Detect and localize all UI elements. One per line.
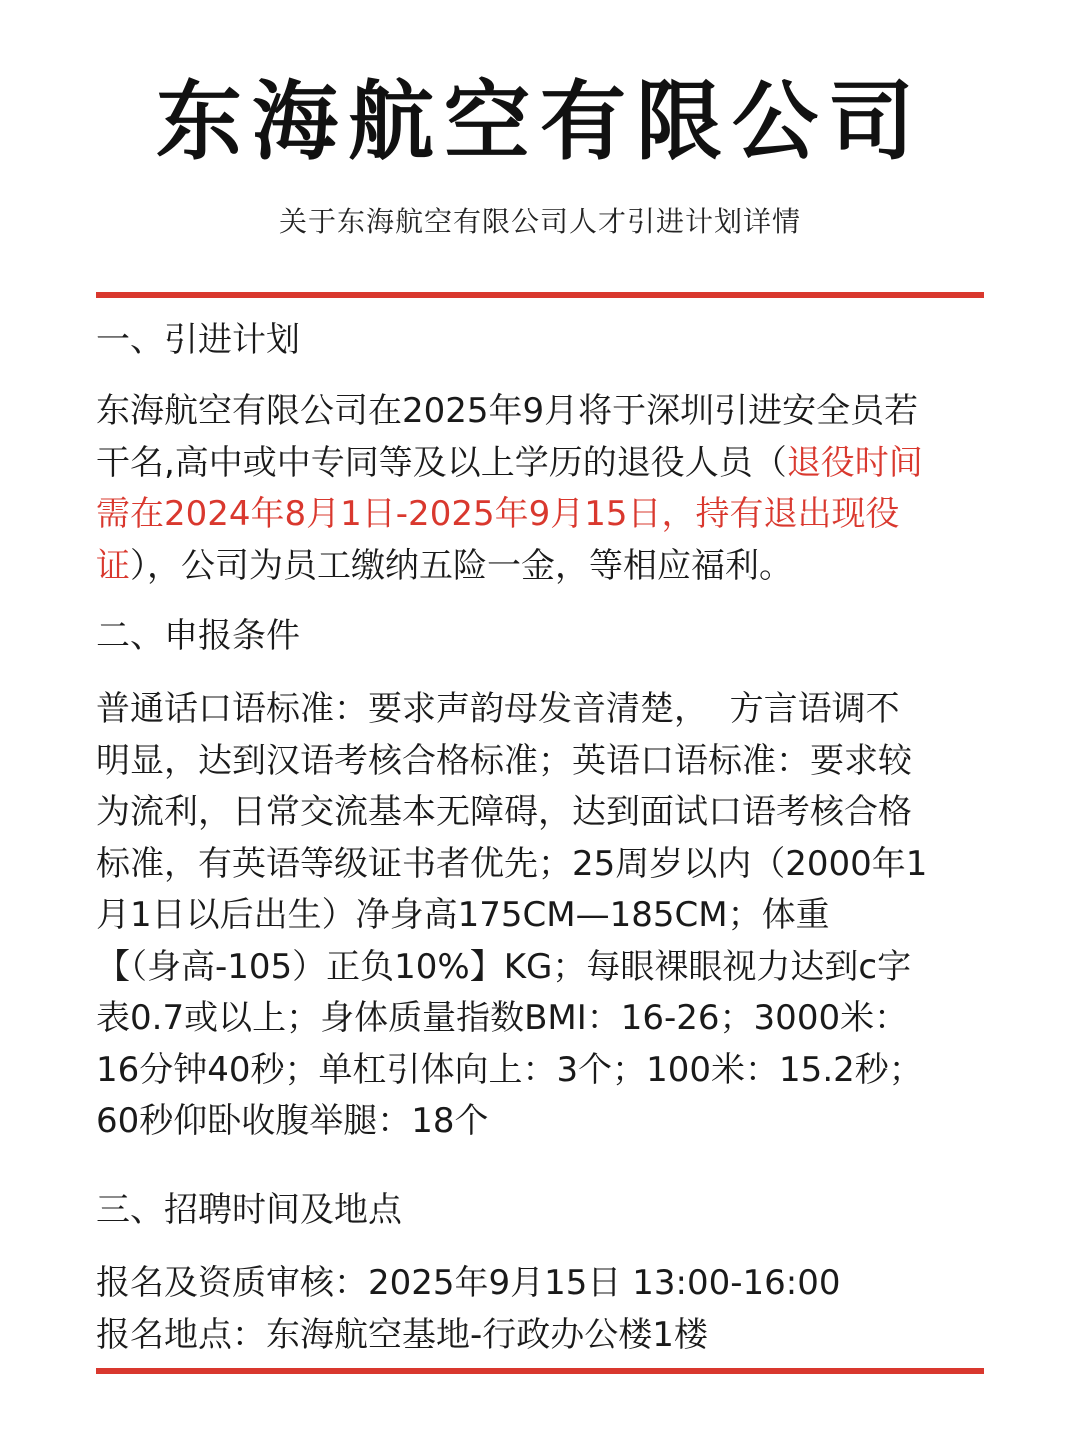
section-heading-plan: 一、引进计划 (96, 320, 300, 360)
body-line: 表0.7或以上；身体质量指数BMI：16-26；3000米： (96, 998, 909, 1038)
body-line: 月1日以后出生）净身高175CM—185CM；体重 (96, 895, 830, 935)
highlight-text: 需在2024年8月1日-2025年9月15日，持有退出现役 (96, 494, 900, 534)
top-divider (96, 292, 984, 298)
section-heading-requirements: 二、申报条件 (96, 616, 300, 656)
section-body-plan (96, 386, 976, 592)
section-body-time-location (96, 1258, 976, 1361)
body-line (96, 489, 976, 541)
body-line: 为流利，日常交流基本无障碍，达到面试口语考核合格 (96, 792, 912, 832)
body-line (96, 541, 976, 593)
body-line: 报名及资质审核：2025年9月15日 13:00-16:00 (96, 1263, 841, 1303)
text-run: 干名,高中或中专同等及以上学历的退役人员（ (96, 442, 787, 483)
text-run: 东海航空有限公司在2025年9月将于深圳引进安全员若 (96, 391, 919, 431)
highlight-text: 证 (96, 545, 130, 586)
section-body-requirements (96, 684, 976, 1148)
body-line: 明显，达到汉语考核合格标准；英语口语标准：要求较 (96, 740, 912, 781)
body-line: 报名地点：东海航空基地-行政办公楼1楼 (96, 1314, 708, 1355)
body-line (96, 438, 976, 490)
body-line: 【（身高-105）正负10%】KG；每眼裸眼视力达到c字 (96, 946, 912, 987)
body-line: 16分钟40秒；单杠引体向上：3个；100米：15.2秒； (96, 1049, 923, 1090)
highlight-text: 退役时间 (786, 442, 923, 483)
section-heading-time-location: 三、招聘时间及地点 (96, 1190, 402, 1230)
body-line: 60秒仰卧收腹举腿：18个 (96, 1101, 489, 1141)
page-title: 东海航空有限公司 (156, 72, 924, 172)
bottom-divider (96, 1368, 984, 1374)
body-line: 标准，有英语等级证书者优先；25周岁以内（2000年1 (96, 843, 928, 884)
text-run: ），公司为员工缴纳五险一金，等相应福利。 (130, 545, 793, 586)
body-line (96, 386, 976, 438)
page-subtitle: 关于东海航空有限公司人才引进计划详情 (278, 205, 801, 238)
body-line: 普通话口语标准：要求声韵母发音清楚， 方言语调不 (96, 689, 900, 729)
